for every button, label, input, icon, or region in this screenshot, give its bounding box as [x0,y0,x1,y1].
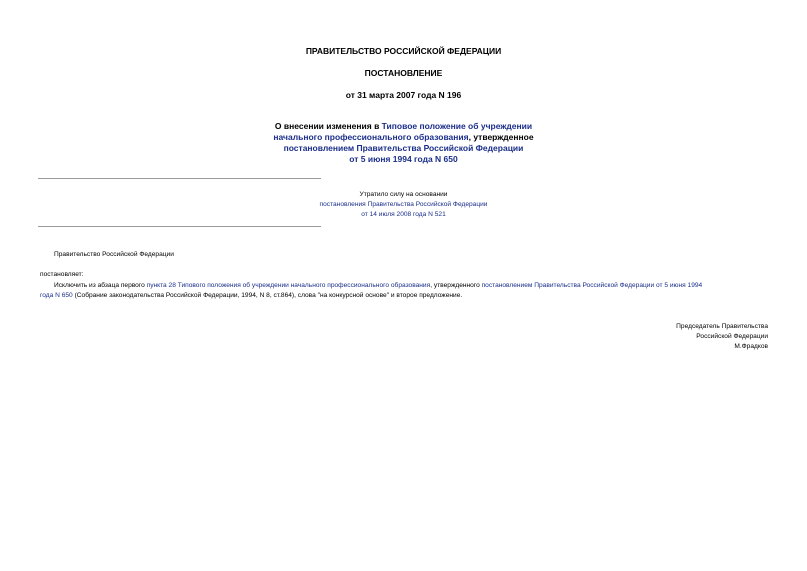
paragraph-mid: , утвержденного [430,282,482,289]
paragraph-start: Исключить из абзаца первого [54,282,147,289]
link-typical-regulation-cont[interactable]: начального профессионального образования [273,132,469,142]
decides-text: постановляет: [40,271,84,278]
signature-block [676,322,768,352]
government-heading: ПРАВИТЕЛЬСТВО РОССИЙСКОЙ ФЕДЕРАЦИИ [305,46,502,56]
document-type: ПОСТАНОВЛЕНИЕ [364,68,443,78]
signature-position: Председатель Правительства [676,323,768,330]
title-prefix: О внесении изменения в [274,121,380,131]
link-repeal-decree-date[interactable]: от 14 июля 2008 года N 521 [361,211,446,218]
link-decree-650-number[interactable]: года N 650 [40,292,73,299]
link-decree-1994-date[interactable]: от 5 июня 1994 года N 650 [349,154,458,164]
document-title [0,121,807,165]
signature-name: М.Фрадков [734,343,768,350]
link-repeal-decree[interactable]: постановления Правительства Российской Федерации [319,201,488,208]
divider-top [38,178,321,179]
intro-text: Правительство Российской Федерации [54,251,174,258]
link-decree-1994[interactable]: постановлением Правительства Российской Федерации [283,143,524,153]
divider-bottom [38,226,321,227]
repeal-status [0,190,807,220]
main-paragraph [40,281,770,301]
link-decree-650[interactable]: постановлением Правительства Российской Федерации от 5 июня 1994 [481,282,703,289]
signature-position-cont: Российской Федерации [696,333,768,340]
link-clause-28[interactable]: пункта 28 Типового положения об учреждении начального профессионального образования [146,282,431,289]
repeal-status-line: Утратило силу на основании [359,191,448,198]
document-date-number: от 31 марта 2007 года N 196 [345,90,462,100]
link-typical-regulation[interactable]: Типовое положение об учреждении [381,121,533,131]
title-approved: , утвержденное [468,132,534,142]
paragraph-end: (Собрание законодательства Российской Федерации, 1994, N 8, ст.864), слова "на конкурсной основе" и второе предложение. [72,292,463,299]
